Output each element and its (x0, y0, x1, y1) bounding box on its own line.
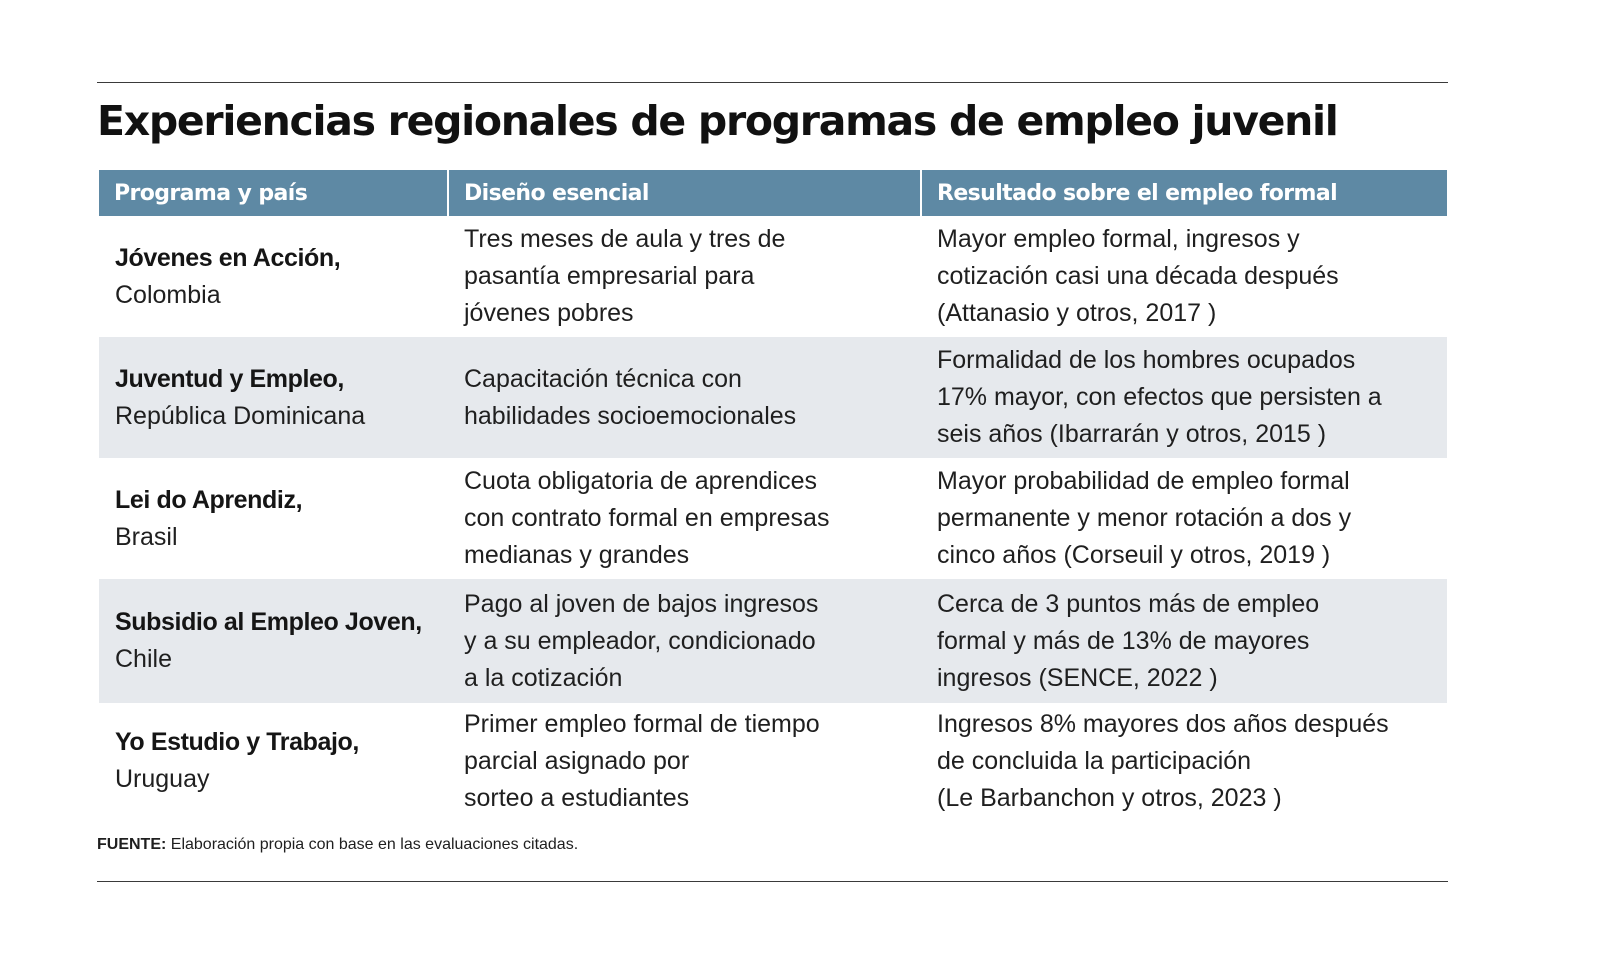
design-line: Cuota obligatoria de aprendices (464, 467, 818, 495)
design-line: Primer empleo formal de tiempo (464, 709, 820, 738)
program-country: Uruguay (115, 765, 210, 793)
design-line: pasantía empresarial para (464, 262, 755, 290)
result-line: (Attanasio y otros, 2017 ) (937, 299, 1217, 327)
design-line: parcial asignado por (464, 746, 690, 775)
design-line: Tres meses de aula y tres de (464, 225, 786, 253)
result-cell (920, 458, 1447, 579)
result-line: 17% mayor, con efectos que persisten a (937, 383, 1382, 411)
result-line: cotización casi una década después (937, 262, 1339, 290)
program-country: República Dominicana (115, 401, 366, 430)
result-line: Mayor probabilidad de empleo formal (937, 467, 1350, 495)
result-line: Mayor empleo formal, ingresos y (937, 225, 1300, 253)
design-cell (447, 579, 920, 703)
program-name: Lei do Aprendiz, (115, 485, 303, 514)
program-country: Chile (115, 645, 172, 673)
program-name: Juventud y Empleo, (115, 364, 344, 393)
result-line: formal y más de 13% de mayores (937, 626, 1310, 655)
table-row (99, 579, 1447, 703)
result-cell (920, 216, 1447, 337)
result-line: (Le Barbanchon y otros, 2023 ) (937, 783, 1282, 812)
design-line: habilidades socioemocionales (464, 401, 797, 430)
table-row (99, 216, 1447, 337)
result-line: Cerca de 3 puntos más de empleo (937, 589, 1320, 618)
result-line: ingresos (SENCE, 2022 ) (937, 663, 1218, 692)
program-cell (99, 579, 447, 703)
result-cell (920, 337, 1447, 458)
column-header-design: Diseño esencial (447, 170, 920, 216)
table-row (99, 703, 1447, 819)
table-row (99, 337, 1447, 458)
design-line: medianas y grandes (464, 541, 690, 569)
design-line: Pago al joven de bajos ingresos (464, 589, 819, 618)
result-line: cinco años (Corseuil y otros, 2019 ) (937, 541, 1331, 569)
bottom-rule (97, 881, 1448, 882)
top-rule (97, 82, 1448, 83)
column-header-program: Programa y país (114, 180, 308, 206)
program-country: Colombia (115, 280, 221, 309)
source-text: Elaboración propia con base en las evaluaciones citadas. (166, 836, 579, 853)
page-title: Experiencias regionales de programas de empleo juvenil (97, 97, 1338, 145)
result-cell (920, 579, 1447, 703)
program-cell (99, 216, 447, 337)
design-line: Capacitación técnica con (464, 364, 742, 393)
program-name: Subsidio al Empleo Joven, (115, 608, 422, 636)
design-line: a la cotización (464, 663, 623, 692)
program-name: Yo Estudio y Trabajo, (115, 728, 359, 756)
source-label: FUENTE: (97, 836, 167, 853)
result-line: de concluida la participación (937, 746, 1252, 775)
design-line: jóvenes pobres (464, 299, 634, 327)
design-cell (447, 703, 920, 819)
design-cell (447, 337, 920, 458)
design-line: y a su empleador, condicionado (464, 626, 816, 655)
programs-table (99, 170, 1447, 819)
program-country: Brasil (115, 522, 178, 551)
table-row (99, 458, 1447, 579)
design-cell (447, 458, 920, 579)
program-cell (99, 458, 447, 579)
result-line: Ingresos 8% mayores dos años después (937, 709, 1389, 738)
program-cell (99, 703, 447, 819)
column-header-result: Resultado sobre el empleo formal (920, 170, 1447, 216)
design-line: con contrato formal en empresas (464, 504, 830, 532)
source-note (97, 836, 578, 854)
result-line: Formalidad de los hombres ocupados (937, 346, 1356, 374)
result-line: seis años (Ibarrarán y otros, 2015 ) (937, 420, 1327, 448)
result-line: permanente y menor rotación a dos y (937, 504, 1352, 532)
design-cell (447, 216, 920, 337)
result-cell (920, 703, 1447, 819)
design-line: sorteo a estudiantes (464, 783, 690, 812)
table-header-row (99, 170, 1447, 216)
program-name: Jóvenes en Acción, (115, 243, 341, 272)
program-cell (99, 337, 447, 458)
